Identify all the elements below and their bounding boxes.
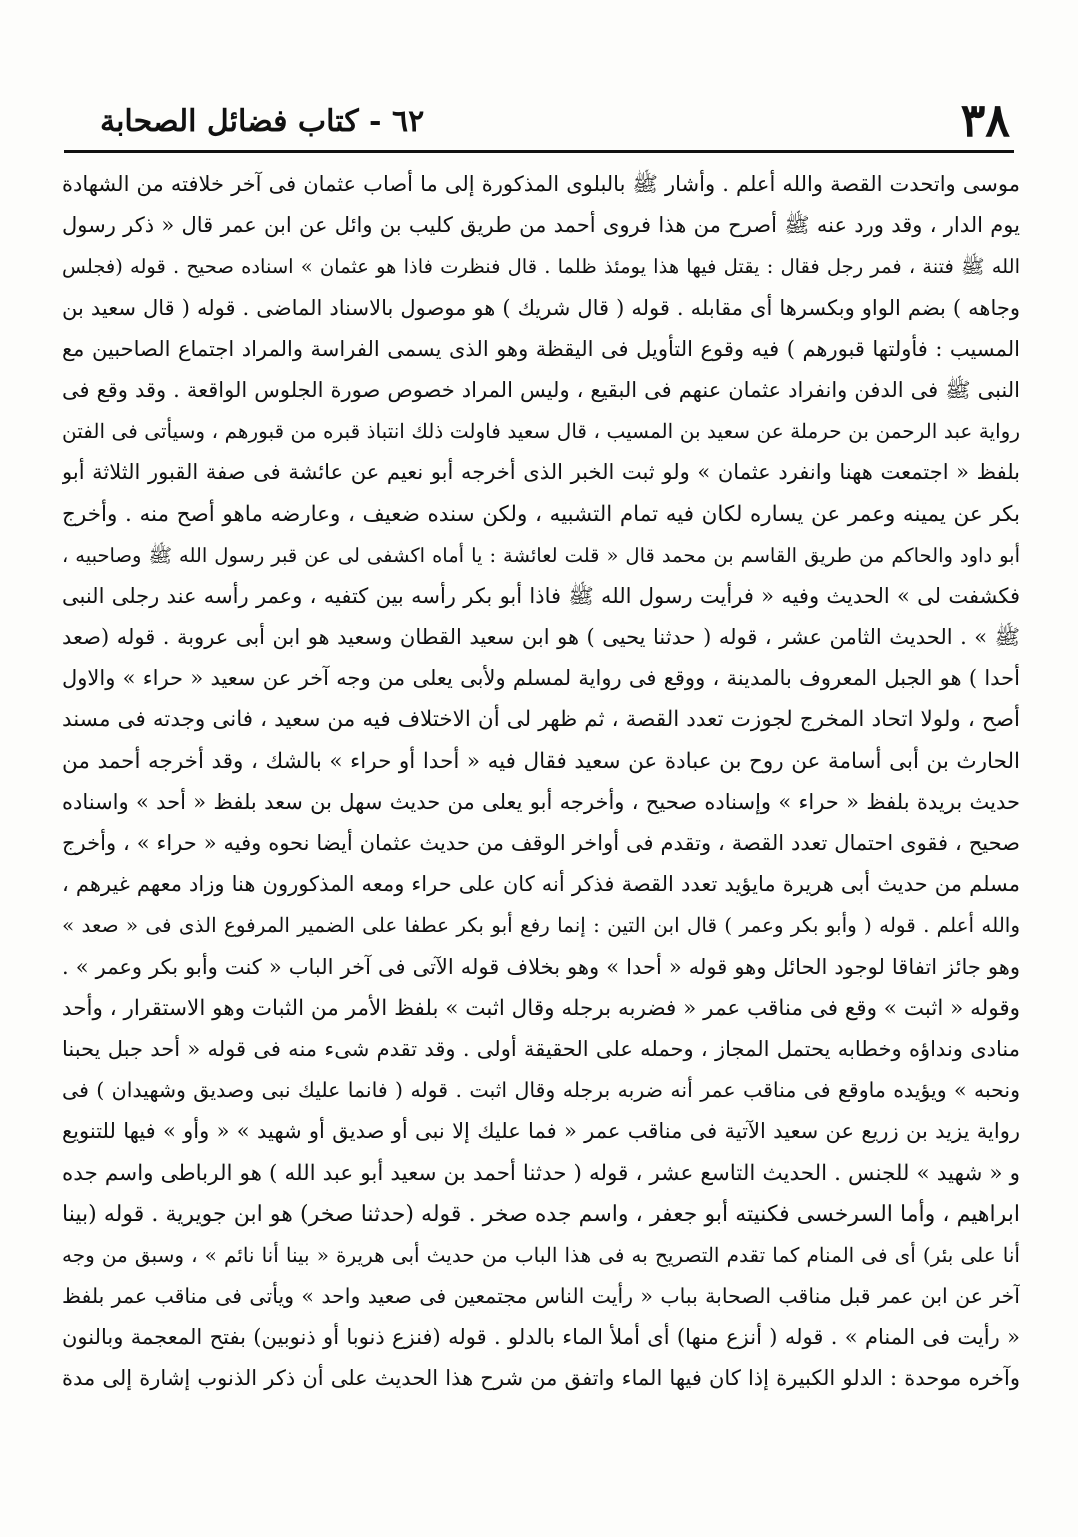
page-number: ٣٨	[960, 93, 1010, 147]
page-header	[60, 92, 1018, 152]
text-line: وجاهه ) بضم الواو وبكسرها أى مقابله . قوله ( قال شريك ) هو موصول بالاسناد الماضى . قوله ( قال سعيد بن	[62, 295, 1020, 320]
text-line: وقوله « اثبت » وقع فى مناقب عمر « فضربه برجله وقال اثبت » بلفظ الأمر من الثبات وهو الاستقرار ، وأحد	[62, 995, 1020, 1021]
text-line: أنا على بئر) أى فى المنام كما تقدم التصريح به فى هذا الباب من حديث أبى هريرة « بينا أنا نائم » ، وسبق من وجه	[62, 1242, 1020, 1267]
text-line	[62, 1441, 1020, 1482]
text-line: رواية عبد الرحمن بن حرملة عن سعيد بن المسيب ، قال سعيد فاولت ذلك انتباذ قبره من قبورهم ، وسيأتى فى الفتن	[62, 419, 1020, 444]
text-line: أحدا ) هو الجبل المعروف بالمدينة ، ووقع فى رواية لمسلم ولأبى يعلى من وجه آخر عن سعيد « حراء » والاول	[62, 666, 1020, 691]
text-line: ونحبه » ويؤيده ماوقع فى مناقب عمر أنه ضربه برجله وقال اثبت . قوله ( فانما عليك نبى وصديق وشهيدان ) فى	[62, 1078, 1020, 1103]
text-line: منادى ونداؤه وخطابه يحتمل المجاز ، وحمله على الحقيقة أولى . وقد تقدم شىء منه فى قوله « أحد جبل يحبنا	[62, 1036, 1020, 1061]
text-line: والله أعلم . قوله ( وأبو بكر وعمر ) قال ابن التين : إنما رفع أبو بكر عطفا على الضمير المرفوع الذى فى « صعد »	[62, 913, 1020, 938]
text-line: بلفظ « اجتمعت ههنا وانفرد عثمان » ولو ثبت الخبر الذى أخرجه أبو نعيم عن عائشة فى صفة القبور الثلاثة أبو	[62, 460, 1020, 485]
text-line: موسى واتحدت القصة والله أعلم . وأشار ﷺ بالبلوى المذكورة إلى ما أصاب عثمان فى آخر خلافته من الشهادة	[62, 172, 1020, 196]
text-line: الله ﷺ فتنة ، فمر رجل فقال : يقتل فيها هذا يومئذ ظلما . قال فنظرت فاذا هو عثمان » اسناده صحيح . قوله (فجلس	[62, 255, 1020, 279]
text-line: أبو داود والحاكم من طريق القاسم بن محمد قال « قلت لعائشة : يا أماه اكشفى لى عن قبر رسول الله ﷺ وصاحبيه ،	[62, 543, 1020, 567]
text-line: « رأيت فى المنام » . قوله ( أنزع منها) أى أملأ الماء بالدلو . قوله (فنزع ذنوبا أو ذنوبين) بفتح المعجمة وبالنون	[62, 1325, 1020, 1350]
text-line: فكشفت لى » الحديث وفيه « فرأيت رسول الله ﷺ فاذا أبو بكر رأسه بين كتفيه ، وعمر رأسه عند رجلى النبى	[62, 583, 1020, 608]
text-line: بكر عن يمينه وعمر عن يساره لكان فيه تمام التشبيه ، ولكن سنده ضعيف ، وعارضه ماهو أصح منه . وأخرج	[62, 501, 1020, 527]
commentary-text	[62, 164, 1020, 1482]
text-line: المسيب : فأولتها قبورهم ) فيه وقوع التأويل فى اليقظة وهو الذى يسمى الفراسة والمراد اجتماع الصاحبين مع	[62, 336, 1020, 361]
text-line	[62, 1400, 1020, 1441]
text-line: الحارث بن أبى أسامة عن روح بن عبادة عن سعيد فقال فيه « أحدا أو حراء » بالشك ، وقد أخرجه أحمد من	[62, 748, 1020, 774]
text-line: صحيح ، فقوى احتمال تعدد القصة ، وتقدم فى أواخر الوقف من حديث عثمان أيضا نحوه وفيه « حراء » ، وأخرج	[62, 831, 1020, 855]
text-line: النبى ﷺ فى الدفن وانفراد عثمان عنهم فى البقيع ، وليس المراد خصوص صورة الجلوس الواقعة . وقد وقع فى	[62, 377, 1020, 402]
text-line: رواية يزيد بن زريع عن سعيد الآتية فى مناقب عمر « فما عليك إلا نبى أو صديق أو شهيد » « وأو » فيها للتنويع	[62, 1119, 1020, 1144]
text-line: ابراهيم ، وأما السرخسى فكنيته أبو جعفر ، واسم جده صخر . قوله (حدثنا صخر) هو ابن جويرية . قوله (بينا	[62, 1201, 1020, 1227]
text-line: أصح ، ولولا اتحاد المخرج لجوزت تعدد القصة ، ثم ظهر لى أن الاختلاف فيه من سعيد ، فانى وجدته فى مسند	[62, 707, 1020, 733]
text-line: وآخره موحدة : الدلو الكبيرة إذا كان فيها الماء واتفق من شرح هذا الحديث على أن ذكر الذنوب إشارة إلى مدة	[62, 1366, 1020, 1391]
text-line: حديث بريدة بلفظ « حراء » وإسناده صحيح ، وأخرجه أبو يعلى من حديث سهل بن سعد بلفظ « أحد » واسناده	[62, 789, 1020, 814]
text-line: يوم الدار ، وقد ورد عنه ﷺ أصرح من هذا فروى أحمد من طريق كليب بن وائل عن ابن عمر قال « ذكر رسول	[62, 213, 1020, 238]
text-line: وهو جائز اتفاقا لوجود الحائل وهو قوله « أحدا » وهو بخلاف قوله الآتى فى آخر الباب « كنت وأبو بكر وعمر » .	[62, 954, 1020, 979]
text-line: مسلم من حديث أبى هريرة مايؤيد تعدد القصة فذكر أنه كان على حراء ومعه المذكورون هنا وزاد معهم غيرهم ،	[62, 872, 1020, 897]
running-title: ٦٢ - كتاب فضائل الصحابة	[100, 104, 425, 139]
header-divider	[64, 150, 1014, 153]
text-line: آخر عن ابن عمر قبل مناقب الصحابة بباب « رأيت الناس مجتمعين فى صعيد واحد » ويأتى فى مناقب عمر بلفظ	[62, 1284, 1020, 1309]
text-line: ﷺ » . الحديث الثامن عشر ، قوله ( حدثنا يحيى ) هو ابن سعيد القطان وسعيد هو ابن أبى عروبة . قوله (صعد	[62, 625, 1020, 650]
text-line: و « شهيد » للجنس . الحديث التاسع عشر ، قوله ( حدثنا أحمد بن سعيد أبو عبد الله ) هو الرباطى واسم جده	[62, 1160, 1020, 1186]
